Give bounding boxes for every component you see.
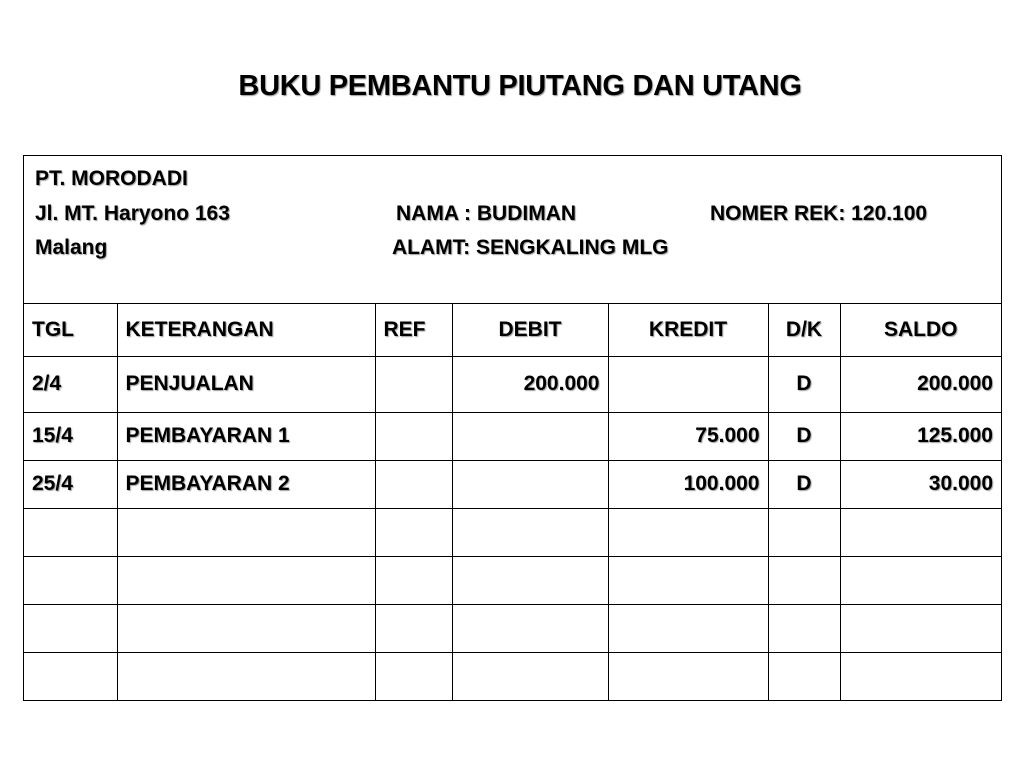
empty-cell [840, 604, 1001, 652]
table-row [24, 356, 1001, 412]
cell-dk: D [768, 412, 840, 460]
empty-cell [117, 604, 375, 652]
empty-cell [840, 556, 1001, 604]
table-row [24, 460, 1001, 508]
empty-cell [768, 508, 840, 556]
empty-cell [840, 508, 1001, 556]
cell-debit [452, 460, 608, 508]
cell-kredit [608, 356, 768, 412]
cell-keterangan: PEMBAYARAN 1 [117, 412, 375, 460]
empty-cell [375, 652, 452, 700]
company-address: Jl. MT. Haryono 163 [35, 202, 230, 225]
empty-cell [452, 556, 608, 604]
cell-tgl: 25/4 [24, 460, 117, 508]
cell-ref [375, 356, 452, 412]
empty-cell [452, 508, 608, 556]
cell-dk: D [768, 460, 840, 508]
cell-keterangan: PENJUALAN [117, 356, 375, 412]
empty-cell [117, 652, 375, 700]
empty-cell [24, 604, 117, 652]
cell-debit [452, 412, 608, 460]
empty-cell [375, 604, 452, 652]
empty-cell [608, 652, 768, 700]
empty-cell [24, 652, 117, 700]
table-row-empty [24, 508, 1001, 556]
company-city: Malang [35, 236, 108, 259]
empty-cell [608, 508, 768, 556]
cell-ref [375, 412, 452, 460]
cell-kredit: 100.000 [608, 460, 768, 508]
cell-saldo: 200.000 [840, 356, 1001, 412]
empty-cell [375, 556, 452, 604]
column-header-debit: DEBIT [452, 304, 608, 356]
page-title: BUKU PEMBANTU PIUTANG DAN UTANG [238, 70, 802, 102]
empty-cell [608, 604, 768, 652]
company-name: PT. MORODADI [35, 167, 188, 190]
table-header-row [24, 304, 1001, 356]
column-header-kredit: KREDIT [608, 304, 768, 356]
table-row [24, 412, 1001, 460]
customer-name: NAMA : BUDIMAN [396, 202, 577, 225]
column-header-ref: REF [375, 304, 452, 356]
cell-dk: D [768, 356, 840, 412]
table-row-empty [24, 604, 1001, 652]
empty-cell [608, 556, 768, 604]
column-header-keterangan: KETERANGAN [117, 304, 375, 356]
ledger-card [23, 155, 1002, 701]
column-header-saldo: SALDO [840, 304, 1001, 356]
cell-keterangan: PEMBAYARAN 2 [117, 460, 375, 508]
empty-cell [24, 556, 117, 604]
empty-cell [117, 508, 375, 556]
cell-saldo: 30.000 [840, 460, 1001, 508]
empty-cell [840, 652, 1001, 700]
empty-cell [768, 556, 840, 604]
account-header [24, 156, 1001, 304]
empty-cell [452, 604, 608, 652]
cell-tgl: 2/4 [24, 356, 117, 412]
table-row-empty [24, 556, 1001, 604]
column-header-tgl: TGL [32, 317, 74, 341]
empty-cell [768, 652, 840, 700]
empty-cell [375, 508, 452, 556]
empty-cell [24, 508, 117, 556]
empty-cell [768, 604, 840, 652]
column-header-dk: D/K [768, 304, 840, 356]
cell-tgl: 15/4 [24, 412, 117, 460]
cell-kredit: 75.000 [608, 412, 768, 460]
cell-ref [375, 460, 452, 508]
account-number: NOMER REK: 120.100 [710, 202, 928, 225]
empty-cell [117, 556, 375, 604]
customer-address: ALAMT: SENGKALING MLG [392, 236, 669, 259]
cell-debit: 200.000 [452, 356, 608, 412]
ledger-table [24, 304, 1001, 700]
table-row-empty [24, 652, 1001, 700]
empty-cell [452, 652, 608, 700]
cell-saldo: 125.000 [840, 412, 1001, 460]
